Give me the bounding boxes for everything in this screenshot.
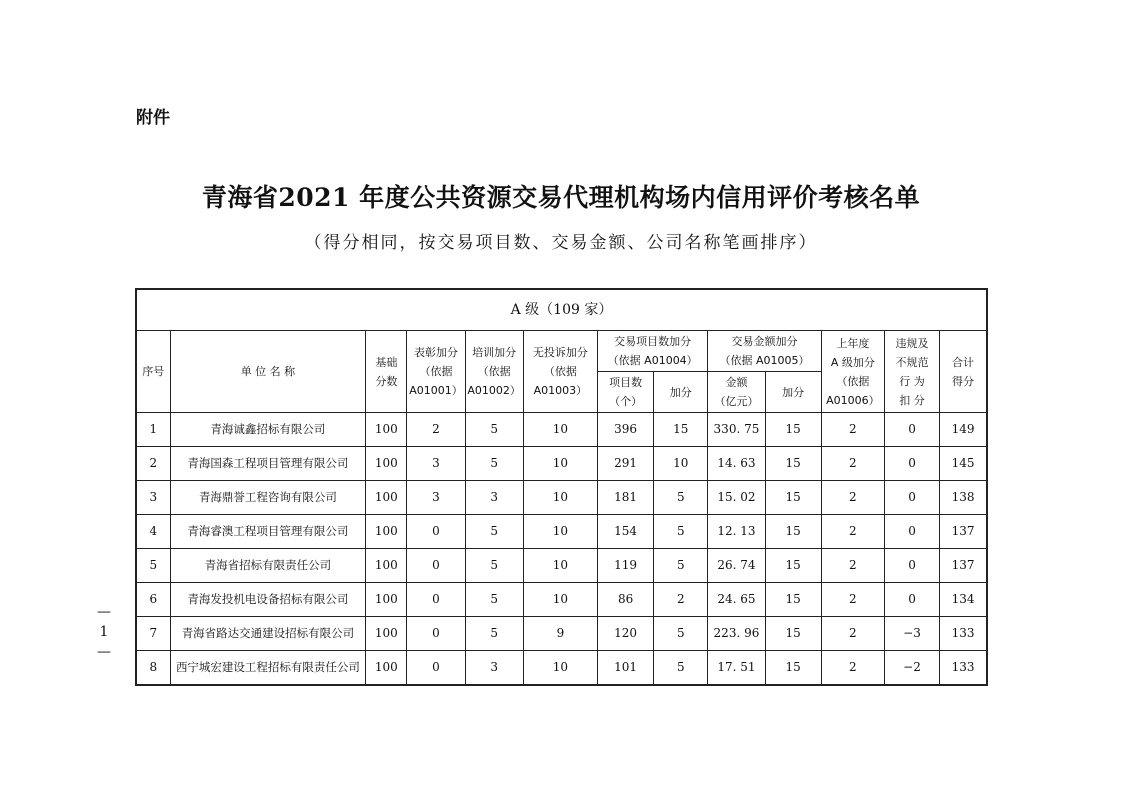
cell-proj-count: 181 [598,481,654,515]
cell-proj-count: 119 [598,549,654,583]
cell-nocomp: 10 [523,583,597,617]
header-project-group [598,331,708,372]
table-row [136,481,987,515]
cell-amount: 26. 74 [708,549,765,583]
cell-viol: 0 [884,447,939,481]
cell-base: 100 [366,583,407,617]
header-train-line1: 培训加分 [472,346,517,359]
cell-prev: 2 [821,413,884,447]
cell-base: 100 [366,549,407,583]
cell-train: 5 [465,447,523,481]
cell-proj-bonus: 10 [654,447,708,481]
cell-seq: 8 [136,651,170,686]
cell-seq: 7 [136,617,170,651]
header-prev-year-line3: （依据 [836,374,870,388]
cell-proj-count: 396 [598,413,654,447]
cell-nocomp: 10 [523,515,597,549]
header-total [940,331,987,413]
cell-total: 137 [940,515,987,549]
header-amount [708,372,765,413]
cell-name: 青海省招标有限责任公司 [170,549,366,583]
cell-amt-bonus: 15 [765,515,821,549]
cell-total: 133 [940,651,987,686]
header-train-line3: A01002） [467,384,521,397]
page-number [97,602,111,662]
cell-name: 青海诚鑫招标有限公司 [170,413,366,447]
cell-prev: 2 [821,651,884,686]
cell-viol: 0 [884,481,939,515]
cell-base: 100 [366,515,407,549]
header-award-line2: （依据 [419,365,453,378]
cell-base: 100 [366,447,407,481]
page-number-value: 1 [99,624,109,640]
header-base-line1: 基础 [375,355,398,369]
header-nocomplaint-line2: （依据 [543,365,577,378]
cell-total: 133 [940,617,987,651]
header-amount-bonus: 加分 [765,372,821,413]
page-number-dash-bottom: — [97,644,111,660]
header-total-line1: 合计 [952,355,975,369]
cell-nocomp: 9 [523,617,597,651]
header-train-line2: （依据 [477,365,511,378]
cell-train: 5 [465,549,523,583]
cell-viol: −2 [884,651,939,686]
cell-train: 3 [465,651,523,686]
header-row-1 [136,331,987,372]
cell-prev: 2 [821,617,884,651]
header-total-line2: 得分 [952,374,975,388]
header-prev-year-line1: 上年度 [836,336,870,350]
cell-nocomp: 10 [523,413,597,447]
cell-prev: 2 [821,447,884,481]
cell-proj-bonus: 5 [654,481,708,515]
cell-nocomp: 10 [523,549,597,583]
header-amount-line2: （亿元） [714,395,759,408]
cell-viol: 0 [884,549,939,583]
cell-nocomp: 10 [523,481,597,515]
cell-amount: 14. 63 [708,447,765,481]
header-base-line2: 分数 [375,374,398,388]
cell-total: 149 [940,413,987,447]
table-row [136,617,987,651]
table-row [136,549,987,583]
document-title: 青海省2021 年度公共资源交易代理机构场内信用评价考核名单 [201,183,921,212]
cell-amount: 24. 65 [708,583,765,617]
cell-award: 3 [407,481,465,515]
header-amount-group-line1: 交易金额加分 [731,335,798,348]
header-base [366,331,407,413]
cell-name: 青海鼎誉工程咨询有限公司 [170,481,366,515]
cell-proj-bonus: 15 [654,413,708,447]
header-violation-line2: 不规范 [895,355,929,369]
cell-viol: 0 [884,413,939,447]
header-violation-line4: 扣 分 [899,393,925,407]
cell-amt-bonus: 15 [765,549,821,583]
header-violation [884,331,939,413]
cell-train: 5 [465,413,523,447]
table-row [136,447,987,481]
cell-base: 100 [366,617,407,651]
cell-proj-count: 101 [598,651,654,686]
header-project-bonus: 加分 [654,372,708,413]
header-prev-year [821,331,884,413]
cell-award: 0 [407,583,465,617]
cell-total: 137 [940,549,987,583]
cell-amount: 330. 75 [708,413,765,447]
cell-amt-bonus: 15 [765,583,821,617]
cell-prev: 2 [821,481,884,515]
cell-seq: 3 [136,481,170,515]
cell-total: 134 [940,583,987,617]
cell-proj-bonus: 5 [654,515,708,549]
cell-proj-bonus: 5 [654,651,708,686]
header-seq: 序号 [136,331,170,413]
header-award-line3: A01001） [409,384,463,397]
document-subtitle: （得分相同，按交易项目数、交易金额、公司名称笔画排序） [304,233,818,253]
cell-amt-bonus: 15 [765,481,821,515]
cell-amount: 17. 51 [708,651,765,686]
header-prev-year-line2: A 级加分 [830,355,875,369]
header-nocomplaint-line1: 无投诉加分 [532,346,588,359]
table-row [136,515,987,549]
grade-banner: A 级（109 家） [136,289,987,331]
table-body [136,413,987,686]
cell-train: 5 [465,617,523,651]
cell-prev: 2 [821,515,884,549]
header-amount-group-line2: （依据 A01005） [719,354,810,367]
cell-seq: 6 [136,583,170,617]
cell-train: 3 [465,481,523,515]
header-name: 单 位 名 称 [170,331,366,413]
cell-seq: 1 [136,413,170,447]
cell-proj-count: 86 [598,583,654,617]
cell-prev: 2 [821,583,884,617]
cell-proj-bonus: 5 [654,549,708,583]
cell-seq: 5 [136,549,170,583]
table-row [136,651,987,686]
header-violation-line1: 违规及 [895,336,929,350]
cell-name: 西宁城宏建设工程招标有限责任公司 [170,651,366,686]
table-row [136,583,987,617]
cell-total: 138 [940,481,987,515]
cell-name: 青海省路达交通建设招标有限公司 [170,617,366,651]
header-nocomplaint-line3: A01003） [533,384,588,397]
cell-proj-bonus: 5 [654,617,708,651]
cell-award: 0 [407,515,465,549]
header-amount-group [708,331,821,372]
header-prev-year-line4: A01006） [826,393,880,407]
cell-base: 100 [366,481,407,515]
cell-amount: 15. 02 [708,481,765,515]
header-train [465,331,523,413]
cell-amt-bonus: 15 [765,447,821,481]
cell-nocomp: 10 [523,651,597,686]
page-number-dash-top: — [97,604,111,620]
cell-seq: 4 [136,515,170,549]
cell-proj-count: 154 [598,515,654,549]
cell-viol: 0 [884,583,939,617]
credit-rating-table [135,288,988,686]
header-project-count-line1: 项目数 [609,376,643,389]
header-project-count [598,372,654,413]
header-project-group-line1: 交易项目数加分 [614,335,692,348]
cell-award: 0 [407,617,465,651]
cell-total: 145 [940,447,987,481]
header-award [407,331,465,413]
cell-proj-bonus: 2 [654,583,708,617]
cell-train: 5 [465,515,523,549]
cell-amt-bonus: 15 [765,413,821,447]
cell-proj-count: 120 [598,617,654,651]
cell-amount: 223. 96 [708,617,765,651]
attachment-label: 附件 [136,108,170,128]
cell-seq: 2 [136,447,170,481]
cell-base: 100 [366,413,407,447]
cell-award: 3 [407,447,465,481]
cell-amt-bonus: 15 [765,651,821,686]
cell-name: 青海睿澳工程项目管理有限公司 [170,515,366,549]
cell-amt-bonus: 15 [765,617,821,651]
cell-viol: −3 [884,617,939,651]
cell-award: 0 [407,549,465,583]
header-amount-line1: 金额 [725,376,748,389]
header-project-group-line2: （依据 A01004） [607,354,698,367]
header-project-count-line2: （个） [609,395,643,408]
cell-amount: 12. 13 [708,515,765,549]
table-row [136,413,987,447]
cell-award: 2 [407,413,465,447]
header-award-line1: 表彰加分 [413,346,458,359]
cell-viol: 0 [884,515,939,549]
cell-award: 0 [407,651,465,686]
header-violation-line3: 行 为 [899,374,925,388]
cell-proj-count: 291 [598,447,654,481]
cell-base: 100 [366,651,407,686]
grade-banner-row [136,289,987,331]
cell-train: 5 [465,583,523,617]
cell-prev: 2 [821,549,884,583]
header-nocomplaint [523,331,597,413]
cell-name: 青海发投机电设备招标有限公司 [170,583,366,617]
cell-name: 青海国森工程项目管理有限公司 [170,447,366,481]
cell-nocomp: 10 [523,447,597,481]
